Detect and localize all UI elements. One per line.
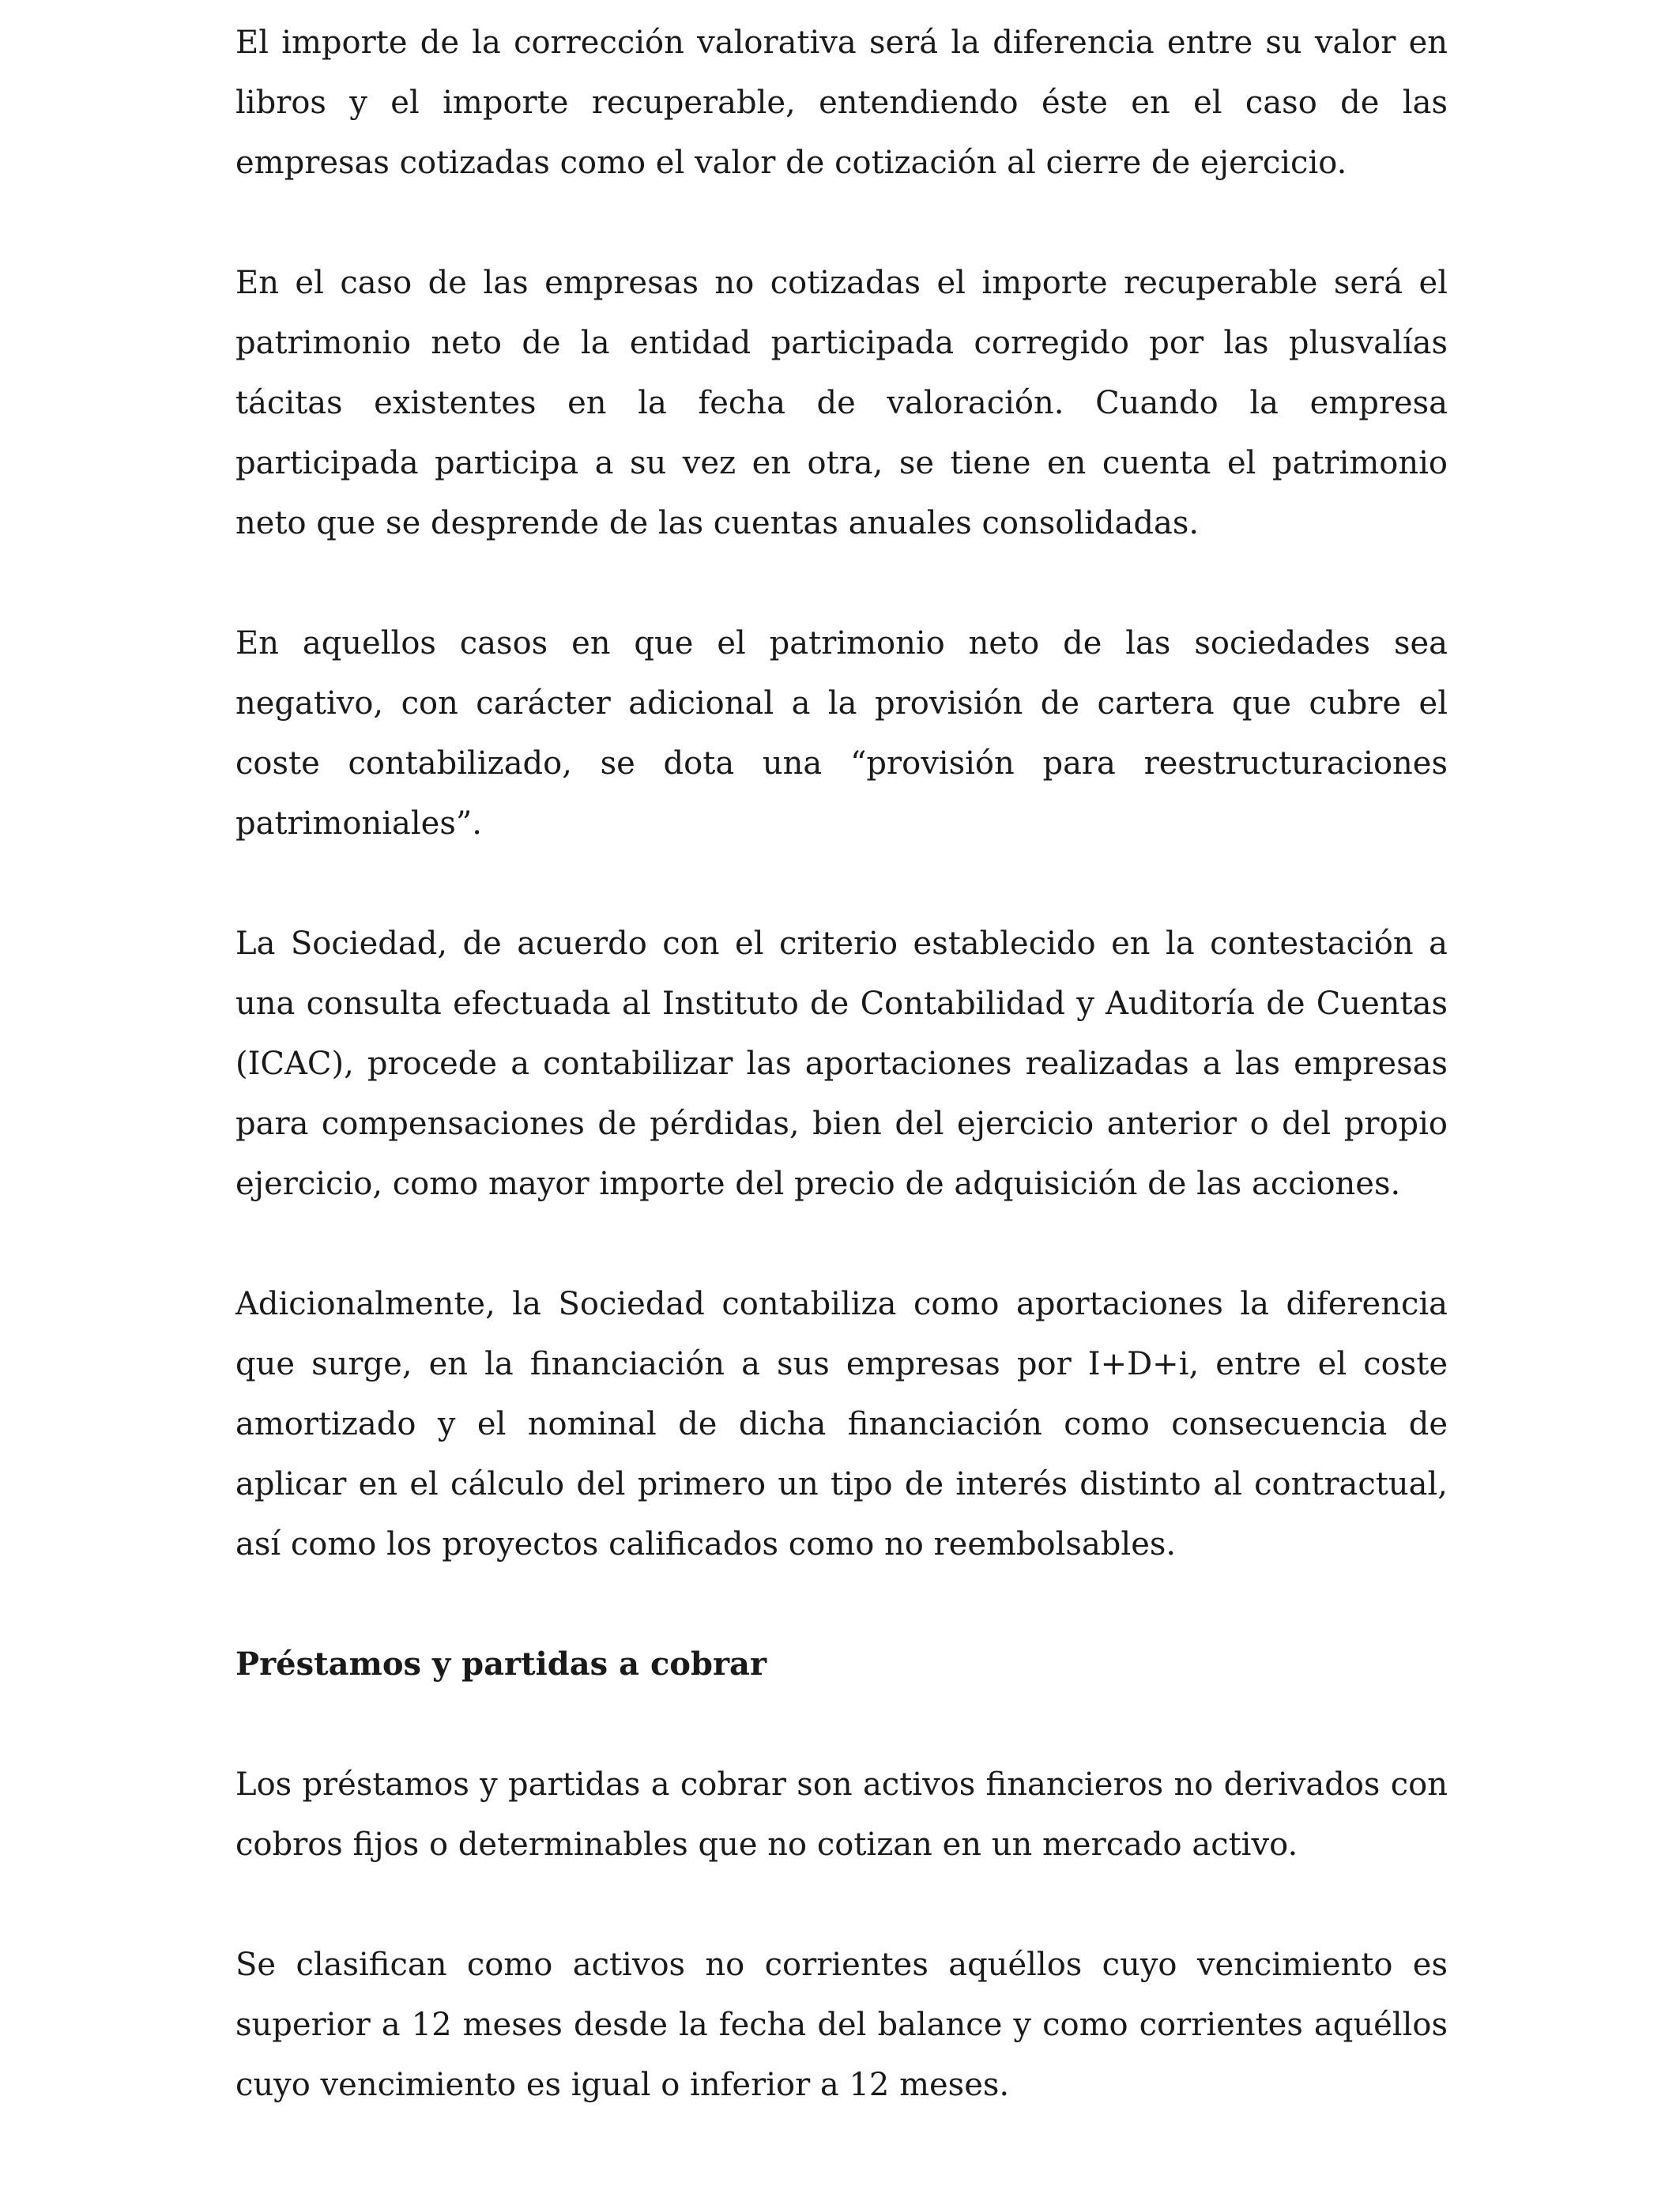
paragraph-definicion-prestamos: Los préstamos y partidas a cobrar son activos financieros no derivados con cobros fijos o determinables que no cotizan en un mercado activo. (235, 1766, 1448, 1863)
paragraph-aportaciones-idi: Adicionalmente, la Sociedad contabiliza como aportaciones la diferencia que surge, en la financiación a sus empresas por I+D+i, entre el coste amortizado y el nominal de dicha financiación como consecuencia de aplicar en el cálculo del primero un tipo de interés distinto al contractual, así como los proyectos calificados como no reembolsables. (235, 1286, 1448, 1563)
paragraph-correccion-valorativa: El importe de la corrección valorativa será la diferencia entre su valor en libros y el importe recuperable, entendiendo éste en el caso de las empresas cotizadas como el valor de cotización al cierre de ejercicio. (235, 25, 1448, 181)
paragraph-empresas-no-cotizadas: En el caso de las empresas no cotizadas el importe recuperable será el patrimonio neto de la entidad participada corregido por las plusvalías tácitas existentes en la fecha de valoración. Cuando la empresa participada participa a su vez en otra, se tiene en cuenta el patrimonio neto que se desprende de las cuentas anuales consolidadas. (235, 265, 1448, 541)
document-page (235, 13, 1448, 2175)
paragraph-criterio-icac: La Sociedad, de acuerdo con el criterio establecido en la contestación a una consulta efectuada al Instituto de Contabilidad y Auditoría de Cuentas (ICAC), procede a contabilizar las aportaciones realizadas a las empresas para compensaciones de pérdidas, bien del ejercicio anterior o del propio ejercicio, como mayor importe del precio de adquisición de las acciones. (235, 925, 1448, 1202)
section-heading: Préstamos y partidas a cobrar (235, 1646, 767, 1683)
paragraph-clasificacion: Se clasifican como activos no corrientes aquéllos cuyo vencimiento es superior a 12 meses desde la fecha del balance y como corrientes aquéllos cuyo vencimiento es igual o inferior a 12 meses. (235, 1947, 1448, 2103)
paragraph-patrimonio-negativo: En aquellos casos en que el patrimonio neto de las sociedades sea negativo, con carácter adicional a la provisión de cartera que cubre el coste contabilizado, se dota una “provisión para reestructuraciones patrimoniales”. (235, 625, 1448, 842)
